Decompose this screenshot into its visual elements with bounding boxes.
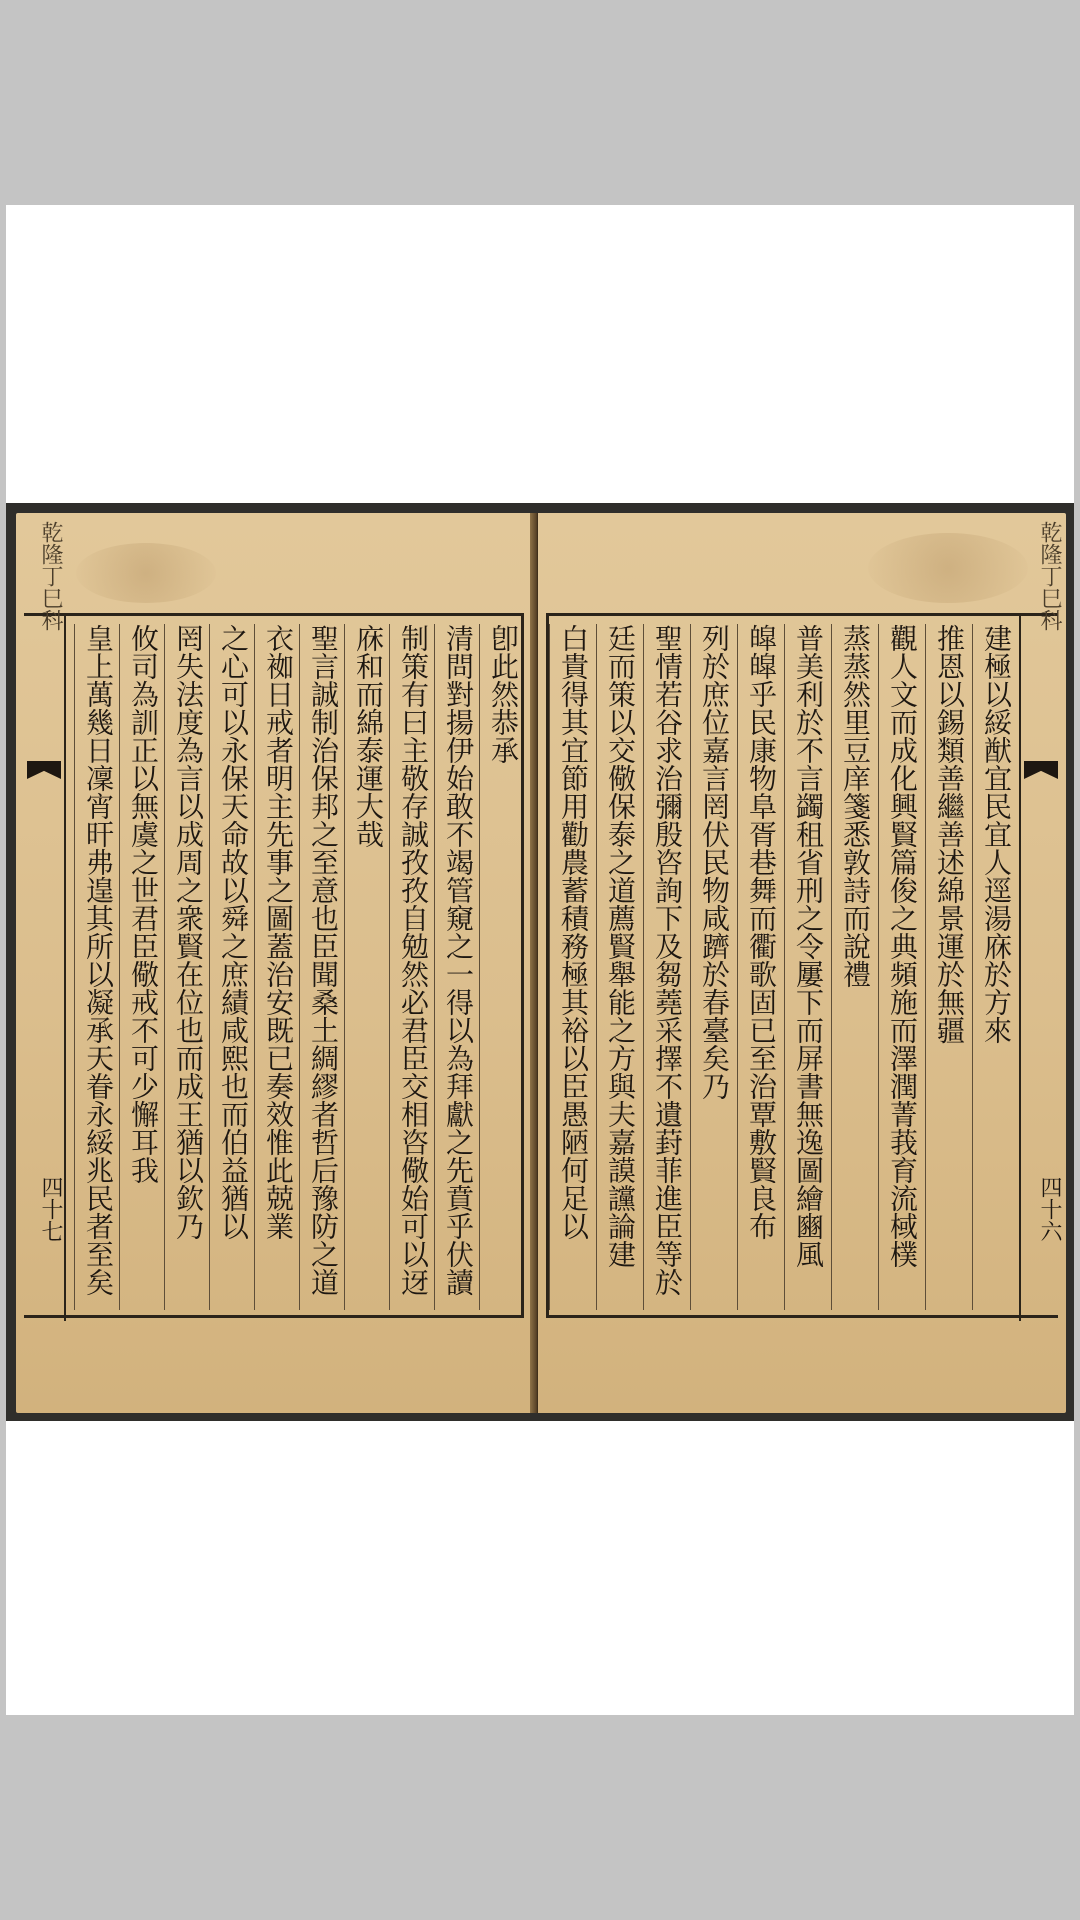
paper-stain bbox=[868, 533, 1028, 603]
paper-stain bbox=[76, 543, 216, 603]
right-band-title: 乾隆丁巳科 bbox=[1037, 521, 1062, 631]
right-column-5: 普美利於不言蠲租省刑之令屢下而屏書無逸圖繪豳風 bbox=[784, 624, 832, 1310]
right-column-9: 廷而策以交儆保泰之道薦賢舉能之方與夫嘉謨讜論建 bbox=[596, 624, 644, 1310]
left-column-4: 庥和而綿泰運大哉 bbox=[344, 624, 392, 1310]
left-center-band bbox=[24, 521, 66, 1321]
left-band-folio: 四十七 bbox=[38, 1176, 63, 1242]
right-band-folio: 四十六 bbox=[1037, 1176, 1062, 1242]
right-column-1: 建極以綏猷宜民宜人逕湯庥於方來 bbox=[972, 624, 1020, 1310]
right-column-2: 推恩以錫類善繼善述綿景運於無疆 bbox=[925, 624, 973, 1310]
right-column-6: 皡皡乎民康物阜胥巷舞而衢歌固已至治覃敷賢良布 bbox=[737, 624, 785, 1310]
right-page bbox=[538, 513, 1066, 1413]
right-center-band bbox=[1019, 521, 1062, 1321]
left-band-title: 乾隆丁巳科 bbox=[38, 521, 63, 631]
left-page-frame bbox=[24, 521, 524, 1318]
left-column-10: 皇上萬幾日凜宵旰弗遑其所以凝承天眷永綏兆民者至矣 bbox=[74, 624, 122, 1310]
left-column-2: 清問對揚伊始敢不竭管窺之一得以為拜獻之先賁乎伏讀 bbox=[434, 624, 482, 1310]
right-column-8: 聖情若谷求治彌殷咨詢下及芻蕘采擇不遺葑菲進臣等於 bbox=[643, 624, 691, 1310]
left-column-1: 卽此然恭承 bbox=[479, 624, 527, 1310]
left-column-6: 衣袽日戒者明主先事之圖蓋治安既已奏效惟此兢業 bbox=[254, 624, 302, 1310]
left-fishtail-mark bbox=[27, 761, 61, 779]
right-page-frame bbox=[546, 521, 1062, 1318]
left-column-5: 聖言誠制治保邦之至意也臣聞桑土綢繆者哲后豫防之道 bbox=[299, 624, 347, 1310]
right-column-10: 白貴得其宜節用勸農蓄積務極其裕以臣愚陋何足以 bbox=[549, 624, 597, 1310]
right-column-3: 觀人文而成化興賢篇俊之典頻施而澤潤菁莪育流棫樸 bbox=[878, 624, 926, 1310]
right-fishtail-mark bbox=[1024, 761, 1058, 779]
left-page bbox=[16, 513, 534, 1413]
image-viewer-card bbox=[6, 205, 1074, 1715]
left-column-8: 罔失法度為言以成周之衆賢在位也而成王猶以欽乃 bbox=[164, 624, 212, 1310]
right-column-7: 列於庶位嘉言罔伏民物咸躋於春臺矣乃 bbox=[690, 624, 738, 1310]
right-column-4: 蒸蒸然里豆庠箋悉敦詩而說禮 bbox=[831, 624, 879, 1310]
left-column-7: 之心可以永保天命故以舜之庶績咸熙也而伯益猶以 bbox=[209, 624, 257, 1310]
left-column-3: 制策有曰主敬存誠孜孜自勉然必君臣交相咨儆始可以迓 bbox=[389, 624, 437, 1310]
book-photograph bbox=[6, 503, 1074, 1421]
left-column-9: 攸司為訓正以無虞之世君臣儆戒不可少懈耳我 bbox=[119, 624, 167, 1310]
